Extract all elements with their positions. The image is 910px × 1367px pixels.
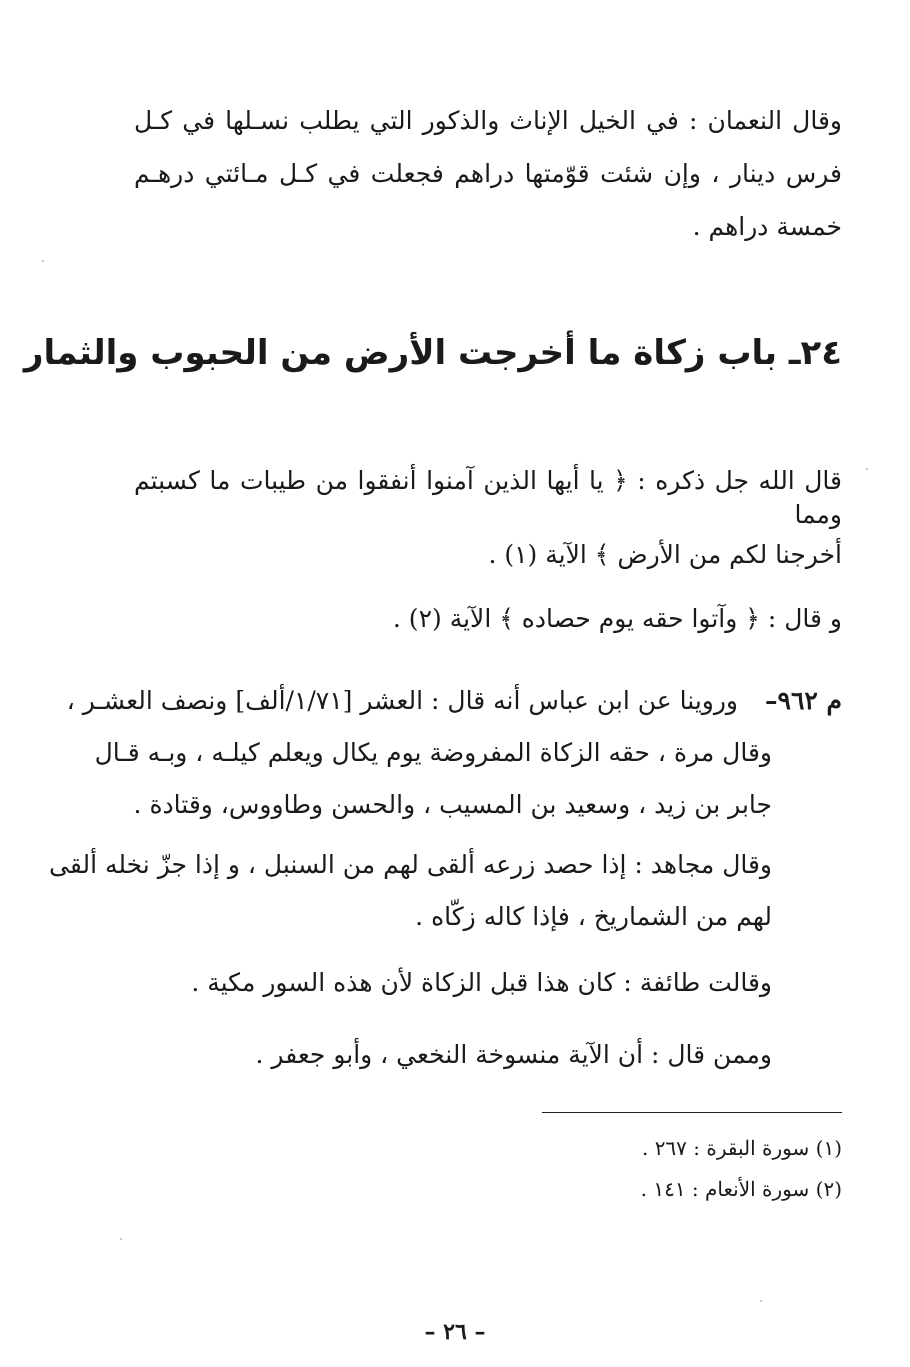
scan-speck — [866, 468, 868, 470]
paragraph-1-line-2: فرس دينار ، وإن شئت قوّمتها دراهم فجعلت في كـل مـائتي درهـم — [134, 159, 842, 188]
mujahid-line-1: وقال مجاهد : إذا حصد زرعه ألقى لهم من السنبل ، و إذا جزّ نخله ألقى — [49, 850, 772, 879]
footnote-2: (٢) سورة الأنعام : ١٤١ . — [640, 1177, 842, 1201]
paragraph-1-line-1: وقال النعمان : في الخيل الإناث والذكور التي يطلب نسـلها في كـل — [134, 106, 842, 135]
mujahid-line-2: لهم من الشماريخ ، فإذا كاله زكّاه . — [415, 902, 772, 931]
narration-line-1: وروينا عن ابن عباس أنه قال : العشر [١/٧١/ألف] ونصف العشـر ، — [66, 686, 738, 715]
quran-line-1: قال الله جل ذكره : ﴿ يا أيها الذين آمنوا أنفقوا من طيبات ما كسبتم ومما — [134, 466, 842, 529]
narration-line-3: جابر بن زيد ، وسعيد بن المسيب ، والحسن وطاووس، وقتادة . — [133, 790, 772, 819]
scan-speck — [120, 1238, 122, 1240]
paragraph-1-line-3: خمسة دراهم . — [692, 212, 842, 241]
footnote-1: (١) سورة البقرة : ٢٦٧ . — [641, 1136, 842, 1160]
taifa-paragraph: وقالت طائفة : كان هذا قبل الزكاة لأن هذه السور مكية . — [191, 968, 772, 997]
footnote-separator — [542, 1112, 842, 1113]
naskh-paragraph: وممن قال : أن الآية منسوخة النخعي ، وأبو جعفر . — [255, 1040, 772, 1069]
chapter-heading: ٢٤ـ باب زكاة ما أخرجت الأرض من الحبوب والثمار — [23, 333, 842, 373]
quran-line-3: و قال : ﴿ وآتوا حقه يوم حصاده ﴾ الآية (٢) . — [392, 604, 842, 633]
scan-speck — [42, 260, 44, 262]
scan-speck — [760, 1300, 762, 1302]
quran-line-2: أخرجنا لكم من الأرض ﴾ الآية (١) . — [488, 540, 842, 569]
narration-number: م ٩٦٢– — [765, 686, 842, 715]
narration-line-2: وقال مرة ، حقه الزكاة المفروضة يوم يكال ويعلم كيلـه ، وبـه قـال — [94, 738, 772, 767]
page-number: – ٢٦ – — [424, 1319, 486, 1345]
